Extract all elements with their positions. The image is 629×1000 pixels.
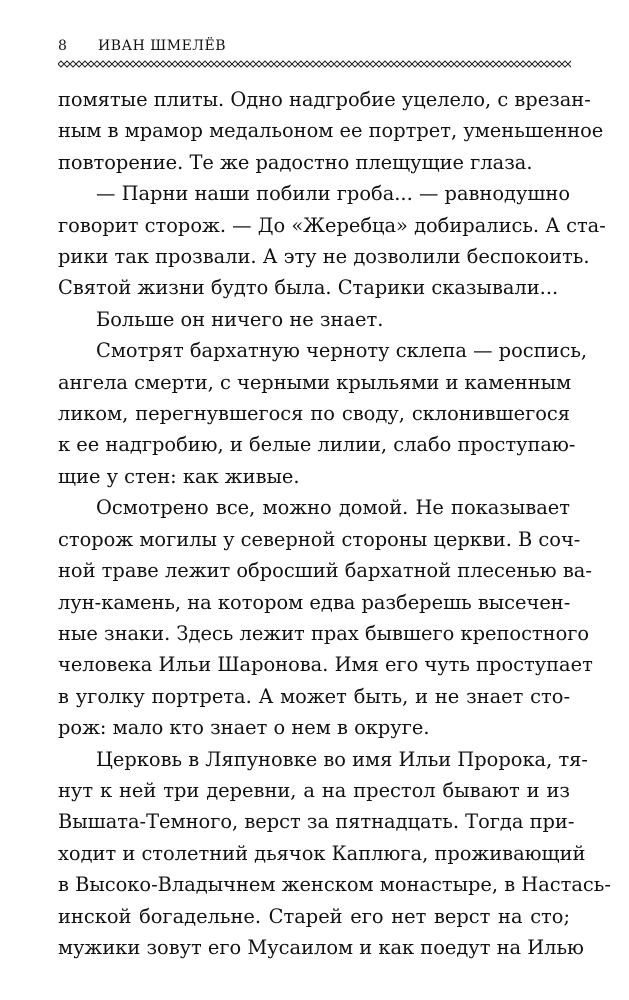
text-line: к ее надгробию, и белые лилии, слабо проступаю- [58, 433, 576, 457]
text-line: ные знаки. Здесь лежит прах бывшего крепостного [58, 621, 590, 645]
text-line: Больше он ничего не знает. [96, 307, 384, 331]
text-line: человека Ильи Шаронова. Имя его чуть проступает [58, 653, 593, 677]
text-line: щие у стен: как живые. [58, 464, 300, 488]
text-line: помятые плиты. Одно надгробие уцелело, с врезан- [58, 88, 591, 111]
text-line: ходит и столетний дьячок Каплюга, проживающий [58, 841, 586, 865]
text-line: в Высоко-Владычнем женском монастыре, в Настась- [58, 873, 611, 897]
text-line: повторение. Те же радостно плещущие глаза. [58, 150, 533, 174]
text-line: Вышата-Темного, верст за пятнадцать. Тогда при- [58, 810, 575, 834]
text-line: Осмотрено все, можно домой. Не показывает [96, 496, 570, 520]
running-header [58, 38, 571, 54]
ornamental-rule [58, 60, 571, 68]
text-line: лун-камень, на котором едва разберешь высечен- [58, 590, 571, 614]
text-line: сторож могилы у северной стороны церкви. В соч- [58, 527, 581, 551]
text-line: ангела смерти, с черными крыльями и каменным [58, 370, 572, 394]
text-line: Святой жизни будто была. Старики сказывали... [58, 276, 559, 300]
text-line: — Парни наши побили гроба... — равнодушно [96, 182, 570, 206]
text-line: Церковь в Ляпуновке во имя Ильи Пророка, тя- [96, 747, 588, 771]
text-line: мужики зовут его Мусаилом и как поедут на Илью [58, 935, 584, 959]
paragraph [58, 744, 611, 964]
text-line: рики так прозвали. А эту не дозволили беспокоить. [58, 245, 590, 269]
paragraph [58, 84, 604, 178]
paragraph [58, 492, 593, 743]
page-body-text [58, 84, 611, 963]
text-line: инской богадельне. Старей его нет верст на сто; [58, 904, 570, 928]
page-number: 8 [58, 38, 68, 54]
paragraph [58, 304, 570, 335]
text-line: нут к ней три деревни, а на престол бывают и из [58, 778, 570, 802]
paragraph [58, 178, 606, 304]
text-line: рож: мало кто знает о нем в округе. [58, 716, 430, 740]
text-line: Смотрят бархатную черноту склепа — роспись, [96, 339, 588, 363]
running-title: ИВАН ШМЕЛЁВ [98, 38, 226, 54]
text-line: ликом, перегнувшегося по своду, склонившегося [58, 402, 570, 426]
text-line: ным в мрамор медальоном ее портрет, уменьшенное [58, 119, 604, 143]
text-line: в уголку портрета. А может быть, и не знает сто- [58, 684, 570, 708]
paragraph [58, 335, 588, 492]
text-line: говорит сторож. — До «Жеребца» добирались. А ста- [58, 213, 606, 237]
text-line: ной траве лежит обросший бархатной плесенью ва- [58, 559, 592, 583]
